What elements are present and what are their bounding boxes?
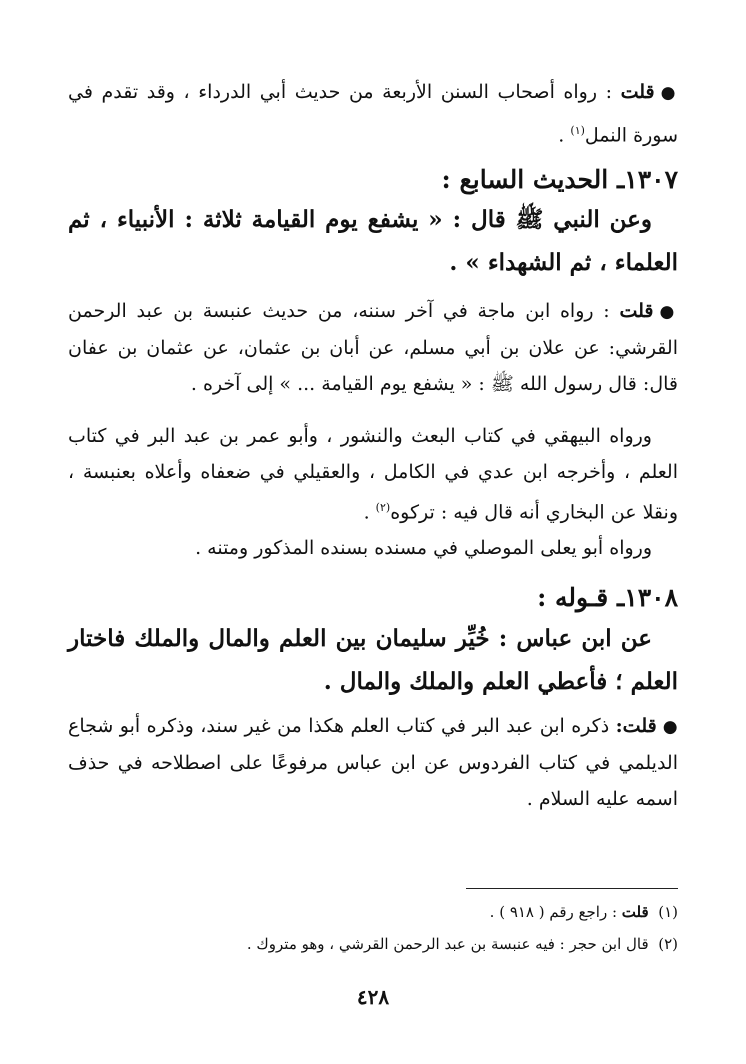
bullet-icon: ● bbox=[660, 83, 679, 103]
footnote-ref: (١) bbox=[570, 124, 585, 137]
hadith-heading-1308 bbox=[68, 578, 678, 618]
page-number: ٤٢٨ bbox=[356, 985, 390, 1009]
hadith-number: ١٣٠٧ـ bbox=[616, 165, 678, 194]
footnote-1 bbox=[68, 901, 678, 923]
bullet-icon: ● bbox=[662, 717, 678, 737]
paragraph-text: ورواه البيهقي في كتاب البعث والنشور ، وأبو عمر بن عبد البر في كتاب العلم ، وأخرجه ابن عدي في الكامل ، والعقيلي في ضعفاه وأعلاه بعنبسة ، ونقلا عن البخاري أنه قال فيه : تركوه bbox=[68, 425, 678, 524]
qult-label: قلت bbox=[621, 903, 649, 921]
qult-label: قلت bbox=[619, 300, 654, 322]
paragraph-text: : رواه ابن ماجة في آخر سننه، من حديث عنبسة بن عبد الرحمن القرشي: عن علان بن أبي مسلم، عن أبان بن عثمان، عن عثمان بن عفان قال: قال رسول الله ﷺ : « يشفع يوم القيامة ... » إلى آخره . bbox=[68, 300, 678, 395]
hadith-title: قـوله : bbox=[537, 583, 617, 612]
footnote-text: : راجع رقم ( ٩١٨ ) . bbox=[489, 903, 622, 921]
hadith-heading-1307 bbox=[68, 160, 678, 200]
paragraph-4 bbox=[68, 530, 678, 566]
qult-label: قلت bbox=[620, 81, 655, 103]
footnote-divider bbox=[466, 888, 678, 889]
bullet-icon: ● bbox=[659, 302, 679, 322]
footnote-ref: (٢) bbox=[375, 501, 391, 514]
paragraph-2 bbox=[68, 293, 678, 402]
hadith-title: الحديث السابع : bbox=[441, 165, 617, 194]
paragraph-text: : رواه أصحاب السنن الأربعة من حديث أبي الدرداء ، وقد تقدم في سورة النمل bbox=[68, 81, 678, 147]
qult-label: قلت: bbox=[615, 715, 657, 737]
footnote-number: (٢) bbox=[658, 935, 678, 953]
paragraph-text: ورواه أبو يعلى الموصلي في مسنده بسنده المذكور ومتنه . bbox=[195, 537, 652, 559]
hadith-number: ١٣٠٨ـ bbox=[616, 583, 678, 612]
hadith-text-1308: عن ابن عباس : خُيِّر سليمان بين العلم والمال والملك فاختار العلم ؛ فأعطي العلم والملك والمال . bbox=[68, 625, 678, 695]
footnote-2 bbox=[68, 933, 678, 955]
hadith-text-1307: وعن النبي ﷺ قال : « يشفع يوم القيامة ثلاثة : الأنبياء ، ثم العلماء ، ثم الشهداء » . bbox=[68, 206, 678, 276]
paragraph-3: ورواه البيهقي في كتاب البعث والنشور ، وأبو عمر بن عبد البر في كتاب العلم ، وأخرجه ابن عدي في الكامل ، والعقيلي في ضعفاه وأعلاه بعنبسة ، ونقلا عن البخاري أنه قال فيه : تركوه$^{(٢)}$ . bbox=[68, 425, 678, 524]
footnote-text: قال ابن حجر : فيه عنبسة بن عبد الرحمن القرشي ، وهو متروك . bbox=[246, 935, 649, 953]
paragraph-1: ●قلت : رواه أصحاب السنن الأربعة من حديث أبي الدرداء ، وقد تقدم في سورة النمل$^{(١)}$ . bbox=[68, 81, 679, 147]
paragraph-text: ذكره ابن عبد البر في كتاب العلم هكذا من غير سند، وذكره أبو شجاع الديلمي في كتاب الفردوس عن ابن عباس مرفوعًا على اصطلاحه في حذف اسمه عليه السلام . bbox=[68, 715, 678, 810]
paragraph-5 bbox=[68, 708, 678, 817]
footnote-number: (١) bbox=[658, 903, 678, 921]
